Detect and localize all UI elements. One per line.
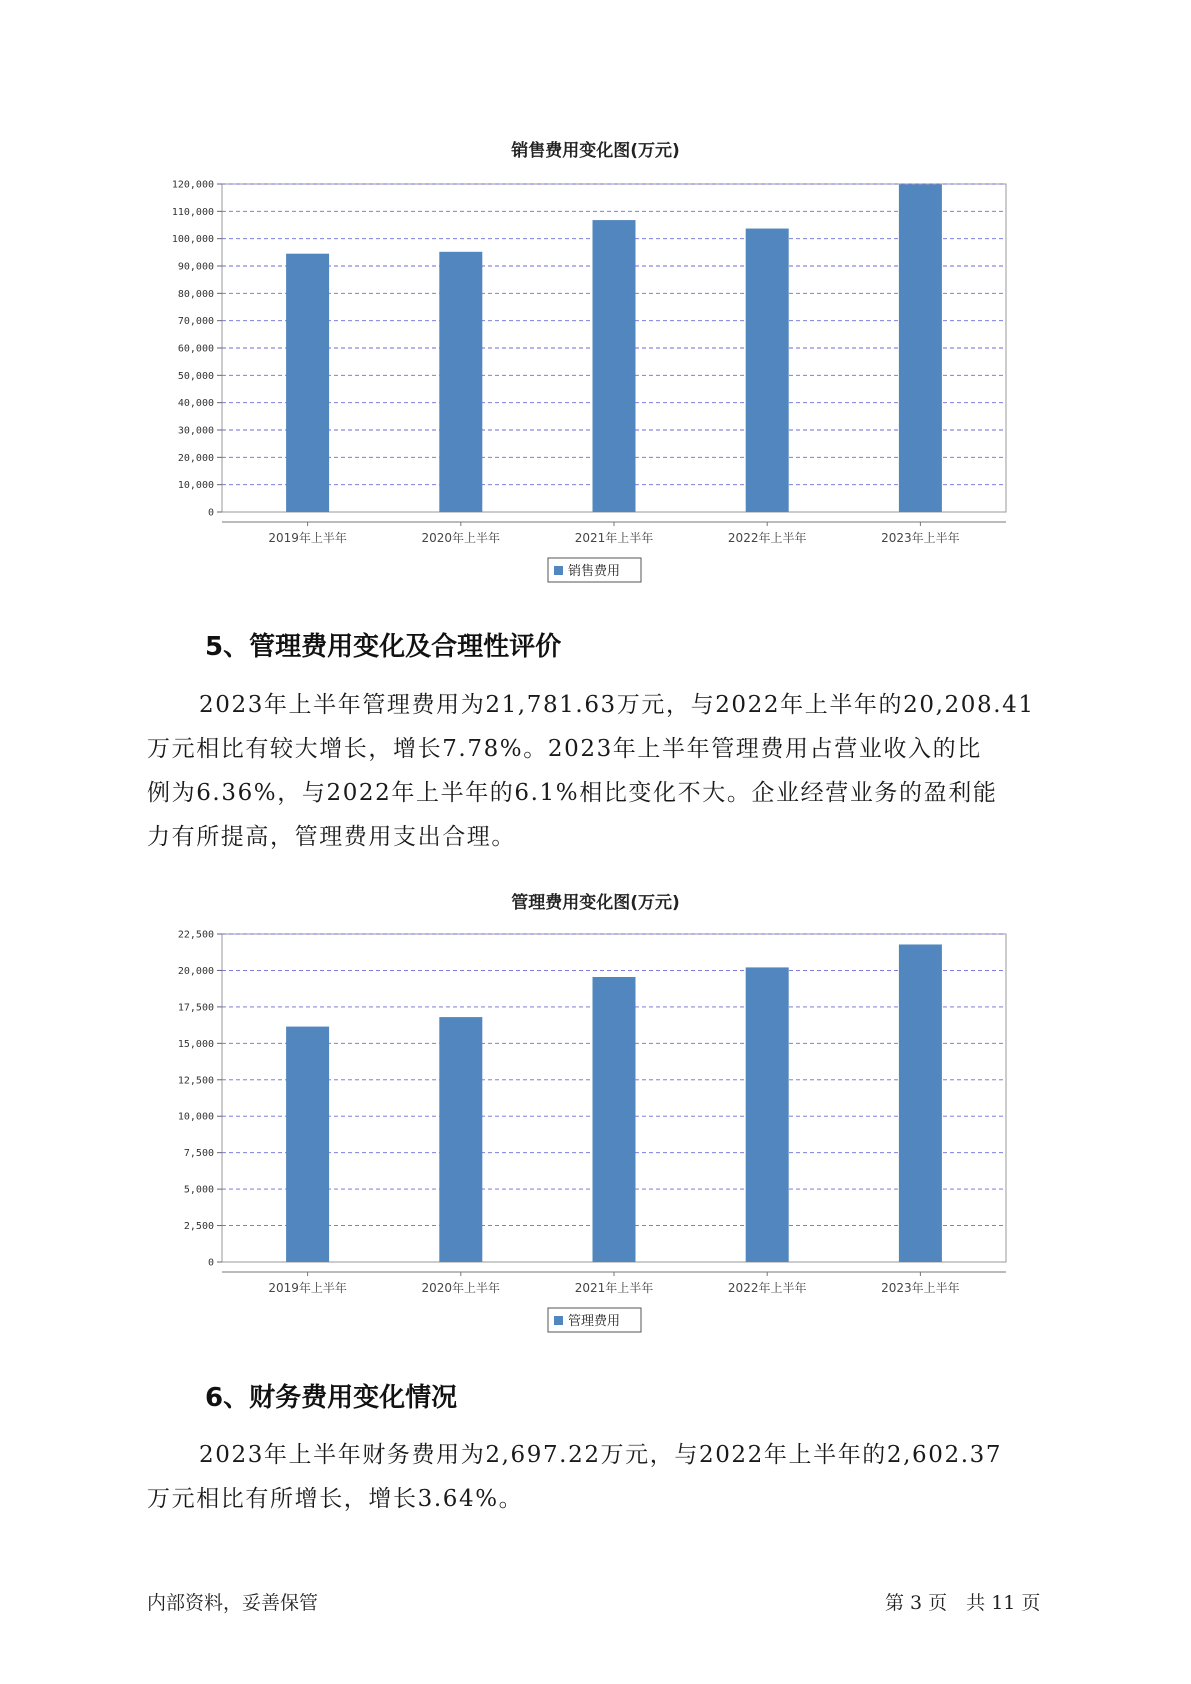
- sales-ytick-label: 0: [207, 507, 214, 519]
- sales-expense-chart: [0, 170, 1191, 590]
- admin-legend-swatch: [554, 1316, 563, 1325]
- section-6-heading: 6、财务费用变化情况: [205, 1383, 458, 1413]
- section-6-line-1: 2023年上半年财务费用为2,697.22万元，与2022年上半年的2,602.37: [199, 1442, 1003, 1468]
- admin-ytick-label: 0: [207, 1257, 214, 1269]
- admin-ytick-label: 7,500: [183, 1148, 214, 1160]
- section-5-line-4: 力有所提高，管理费用支出合理。: [147, 824, 516, 850]
- admin-bar-5: [899, 944, 942, 1262]
- sales-xtick-label: 2023年上半年: [881, 531, 960, 545]
- footer-confidential-note: 内部资料，妥善保管: [147, 1592, 319, 1614]
- admin-ytick-label: 10,000: [177, 1111, 214, 1123]
- admin-bar-2: [439, 1017, 482, 1262]
- sales-xtick-label: 2021年上半年: [574, 531, 654, 545]
- sales-ytick-label: 80,000: [177, 288, 214, 300]
- admin-bar-1: [286, 1027, 329, 1262]
- admin-legend-label: 管理费用: [568, 1314, 621, 1329]
- footer-page-number: 第 3 页 共 11 页: [885, 1592, 1041, 1614]
- sales-ytick-label: 20,000: [177, 452, 214, 464]
- sales-ytick-label: 90,000: [177, 261, 214, 273]
- admin-ytick-label: 20,000: [177, 965, 214, 977]
- sales-ytick-label: 50,000: [177, 370, 214, 382]
- sales-xtick-label: 2019年上半年: [268, 531, 347, 545]
- sales-ytick-label: 120,000: [171, 179, 214, 191]
- sales-xtick-label: 2022年上半年: [727, 531, 807, 545]
- admin-ytick-label: 22,500: [177, 929, 214, 941]
- admin-ytick-label: 17,500: [177, 1002, 214, 1014]
- admin-ytick-label: 15,000: [177, 1038, 214, 1050]
- admin-xtick-label: 2019年上半年: [268, 1281, 347, 1295]
- sales-xtick-label: 2020年上半年: [421, 531, 501, 545]
- section-6-paragraph: [147, 1433, 1047, 1521]
- sales-ytick-label: 110,000: [171, 206, 214, 218]
- sales-chart-title: 销售费用变化图(万元): [511, 141, 680, 161]
- sales-ytick-label: 100,000: [171, 234, 214, 246]
- admin-bar-3: [593, 977, 636, 1262]
- sales-ytick-label: 60,000: [177, 343, 214, 355]
- sales-bar-4: [746, 229, 789, 512]
- admin-ytick-label: 12,500: [177, 1075, 214, 1087]
- sales-ytick-label: 30,000: [177, 425, 214, 437]
- sales-ytick-label: 70,000: [177, 316, 214, 328]
- admin-bar-4: [746, 967, 789, 1262]
- admin-xtick-label: 2021年上半年: [574, 1281, 654, 1295]
- section-5-line-3: 例为6.36%，与2022年上半年的6.1%相比变化不大。企业经营业务的盈利能: [147, 780, 998, 806]
- admin-xtick-label: 2020年上半年: [421, 1281, 501, 1295]
- admin-expense-chart: [0, 920, 1191, 1340]
- admin-ytick-label: 2,500: [183, 1221, 214, 1233]
- sales-bar-5: [899, 185, 942, 512]
- sales-legend-label: 销售费用: [568, 564, 621, 579]
- sales-ytick-label: 10,000: [177, 480, 214, 492]
- admin-ytick-label: 5,000: [183, 1184, 214, 1196]
- sales-bar-1: [286, 254, 329, 512]
- admin-xtick-label: 2022年上半年: [727, 1281, 807, 1295]
- section-5-paragraph: [147, 683, 1047, 859]
- sales-bar-2: [439, 252, 482, 512]
- section-5-heading: 5、管理费用变化及合理性评价: [205, 632, 562, 662]
- admin-chart-title: 管理费用变化图(万元): [511, 893, 680, 913]
- section-6-line-2: 万元相比有所增长，增长3.64%。: [147, 1486, 524, 1512]
- sales-bar-3: [593, 220, 636, 512]
- section-5-line-2: 万元相比有较大增长，增长7.78%。2023年上半年管理费用占营业收入的比: [147, 736, 982, 762]
- sales-ytick-label: 40,000: [177, 398, 214, 410]
- sales-legend-swatch: [554, 566, 563, 575]
- section-5-line-1: 2023年上半年管理费用为21,781.63万元，与2022年上半年的20,208.41: [199, 692, 1035, 718]
- admin-xtick-label: 2023年上半年: [881, 1281, 960, 1295]
